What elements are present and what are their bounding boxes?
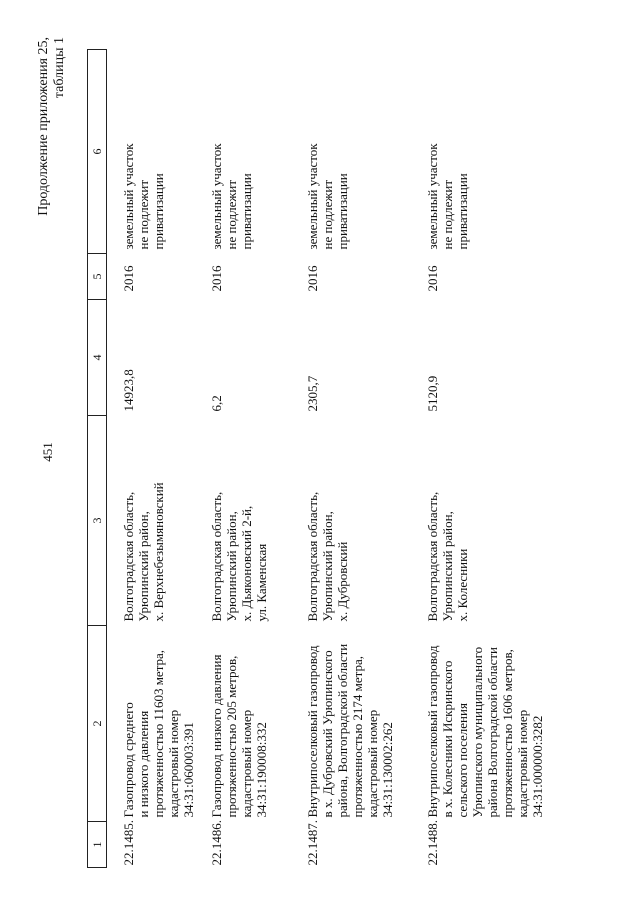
column-header: 1 bbox=[88, 822, 107, 868]
table-row bbox=[421, 50, 587, 868]
row-number: 22.1486. bbox=[208, 820, 224, 866]
object-value: 6,2 bbox=[208, 395, 224, 412]
row-number: 22.1485. bbox=[121, 820, 136, 866]
continuation-note: Продолжение приложения 25, таблицы 1 bbox=[36, 37, 67, 216]
object-note: земельный участок не подлежит приватизации bbox=[424, 143, 470, 250]
row-number: 22.1488. bbox=[424, 820, 440, 866]
object-note: земельный участок не подлежит приватизации bbox=[121, 143, 166, 250]
page-number: 451 bbox=[40, 442, 55, 462]
object-note: земельный участок не подлежит приватизации bbox=[304, 143, 350, 250]
object-name: Газопровод низкого давления протяженностью 205 метров, кадастровый номер 34:31:190008:332 bbox=[208, 654, 269, 818]
object-value: 14923,8 bbox=[121, 369, 136, 412]
object-value: 2305,7 bbox=[304, 375, 320, 412]
object-value: 5120,9 bbox=[424, 375, 440, 412]
object-address: Волгоградская область, Урюпинский район, х. Дубровский bbox=[304, 491, 350, 622]
object-year: 2016 bbox=[208, 265, 224, 292]
object-year: 2016 bbox=[304, 265, 320, 292]
object-address: Волгоградская область, Урюпинский район, х. Верхнебезымяновский bbox=[121, 482, 166, 622]
table-row bbox=[107, 50, 205, 868]
column-header: 5 bbox=[88, 254, 107, 300]
table-row bbox=[205, 50, 301, 868]
column-header: 6 bbox=[88, 50, 107, 254]
registry-table bbox=[87, 49, 587, 868]
object-note: земельный участок не подлежит приватизации bbox=[208, 143, 254, 250]
object-year: 2016 bbox=[424, 265, 440, 292]
column-header: 4 bbox=[88, 300, 107, 416]
table-row bbox=[301, 50, 421, 868]
object-year: 2016 bbox=[121, 265, 136, 292]
object-name: Внутрипоселковый газопровод в х. Дубровский Урюпинского района, Волгоградской области протяженностью 2174 метра, кадастровый номер 34:31:130002:262 bbox=[304, 643, 395, 818]
row-number: 22.1487. bbox=[304, 820, 320, 866]
object-name: Газопровод среднего и низкого давления протяженностью 11603 метра, кадастровый номер 34:31:060003:391 bbox=[121, 649, 196, 818]
header-row bbox=[88, 50, 107, 868]
column-header: 3 bbox=[88, 416, 107, 626]
object-address: Волгоградская область, Урюпинский район, х. Дьяконовский 2-й, ул. Каменская bbox=[208, 491, 269, 622]
column-header: 2 bbox=[88, 626, 107, 822]
object-name: Внутрипоселковый газопровод в х. Колесники Искринского сельского поселения Урюпинского муниципального района Волгоградской области протяженностью 1606 метров, кадастровый номер 34:31:000000:3282 bbox=[424, 645, 545, 818]
object-address: Волгоградская область, Урюпинский район, х. Колесники bbox=[424, 491, 470, 622]
